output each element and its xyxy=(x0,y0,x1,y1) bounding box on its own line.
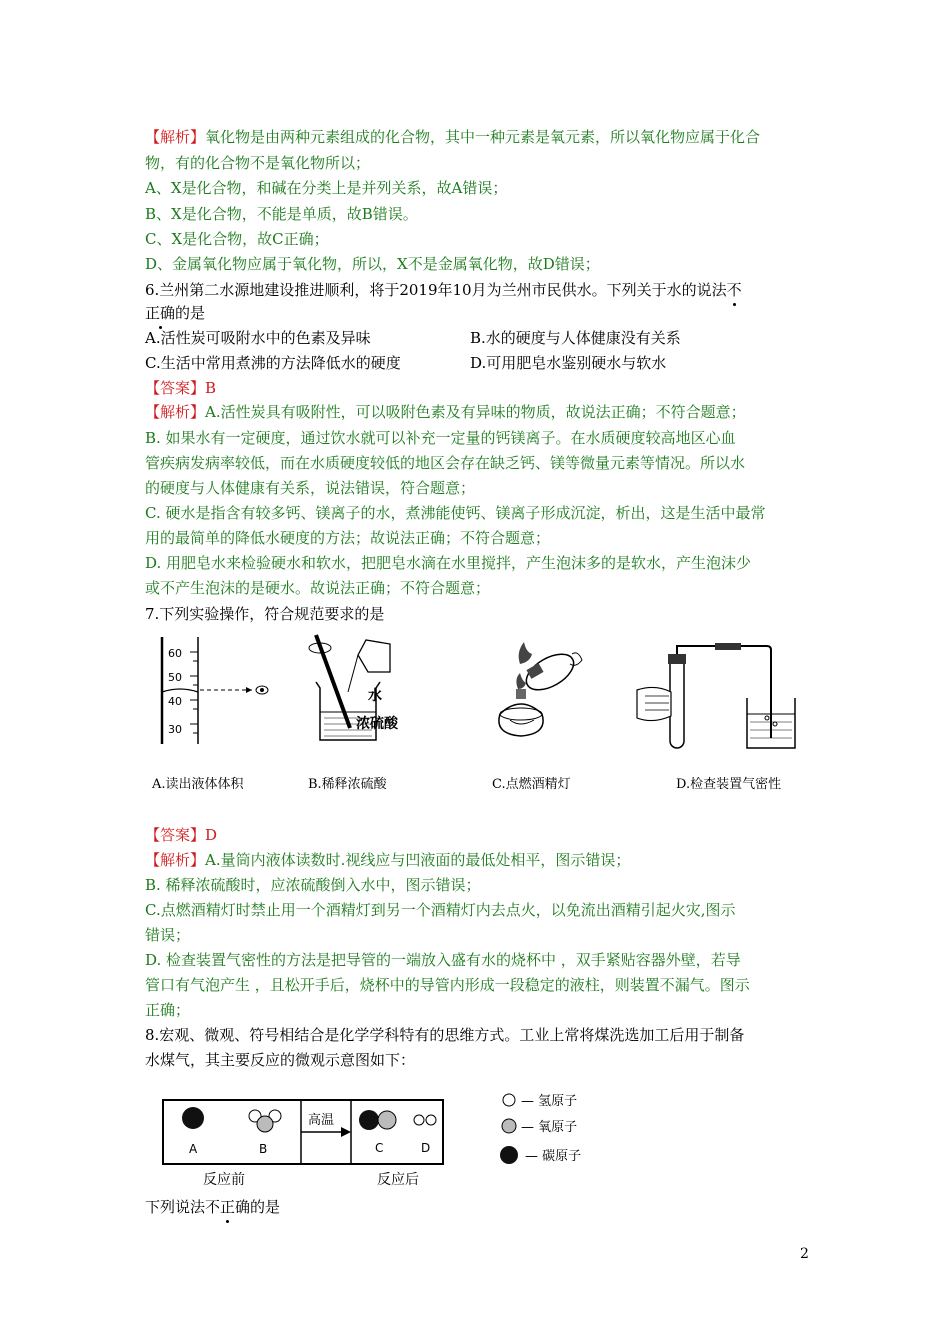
q6-option-d: D.可用肥皂水鉴别硬水与软水 xyxy=(470,354,667,372)
q5-analysis-line: 物，有的化合物不是氧化物所以； xyxy=(145,154,371,172)
label-d: D xyxy=(421,1141,431,1155)
tick-label: 30 xyxy=(168,723,182,736)
carbon-legend-icon xyxy=(500,1146,518,1164)
q5-analysis-line: 【解析】氧化物是由两种元素组成的化合物，其中一种元素是氧元素，所以氧化物应属于化合 xyxy=(145,128,761,146)
figure-d-airtightness xyxy=(635,640,805,752)
q6-analysis-line: 【解析】A.活性炭具有吸附性，可以吸附色素及有异味的物质，故说法正确；不符合题意； xyxy=(145,403,746,421)
q6-analysis-line: 的硬度与人体健康有关系，说法错误，符合题意； xyxy=(145,479,476,497)
page-number: 2 xyxy=(800,1246,809,1262)
figure-b-dilute-acid xyxy=(298,630,408,750)
q6-answer: 【答案】B xyxy=(145,379,217,397)
q6-analysis-line: 管疾病发病率较低，而在水质硬度较低的地区会存在缺乏钙、镁等微量元素等情况。所以水 xyxy=(145,454,746,472)
figure-b-caption: B.稀释浓硫酸 xyxy=(308,777,387,792)
emphasis-dotted-text: 正确 xyxy=(145,304,176,322)
label-after: 反应后 xyxy=(377,1172,419,1188)
q7-answer: 【答案】D xyxy=(145,826,218,844)
carbon-atom xyxy=(182,1107,204,1129)
label-b: B xyxy=(259,1142,268,1156)
label-acid: 浓硫酸 xyxy=(356,716,398,732)
legend-hydrogen: — 氢原子 xyxy=(521,1094,578,1109)
legend-carbon: — 碳原子 xyxy=(525,1149,582,1164)
q6-analysis-line: B. 如果水有一定硬度，通过饮水就可以补充一定量的钙镁离子。在水质硬度较高地区心血 xyxy=(145,429,736,447)
q7-analysis-line: C.点燃酒精灯时禁止用一个酒精灯到另一个酒精灯内去点火，以免流出酒精引起火灾,图示 xyxy=(145,901,736,919)
q5-option-b-analysis: B、X是化合物，不能是单质，故B错误。 xyxy=(145,205,418,223)
label-before: 反应前 xyxy=(203,1172,245,1188)
q7-analysis-line: D. 检查装置气密性的方法是把导管的一端放入盛有水的烧杯中 ，双手紧贴容器外壁，若导 xyxy=(145,951,741,969)
q8-question: 下列说法不正确的是 xyxy=(145,1198,281,1216)
figure-d-caption: D.检查装置气密性 xyxy=(676,777,782,792)
figure-c-caption: C.点燃酒精灯 xyxy=(492,777,571,792)
label-water: 水 xyxy=(368,688,382,704)
q6-option-a: A.活性炭可吸附水中的色素及异味 xyxy=(145,329,371,347)
q7-analysis-line: 【解析】A.量筒内液体读数时.视线应与凹液面的最低处相平，图示错误； xyxy=(145,851,631,869)
label-c: C xyxy=(375,1141,384,1155)
q6-stem: 6.兰州第二水源地建设推进顺利，将于2019年10月为兰州市民供水。下列关于水的说法不 xyxy=(145,281,742,299)
tick-label: 60 xyxy=(168,647,182,660)
reaction-condition: 高温 xyxy=(308,1113,335,1128)
q8-stem: 8.宏观、微观、符号相结合是化学学科特有的思维方式。工业上常将煤洗选加工后用于制备 xyxy=(145,1026,745,1044)
q6-analysis-line: 用的最简单的降低水硬度的方法；故说法正确；不符合题意； xyxy=(145,529,551,547)
q7-stem: 7.下列实验操作，符合规范要求的是 xyxy=(145,605,385,623)
q7-analysis-line: 正确； xyxy=(145,1001,191,1019)
q6-analysis-line: D. 用肥皂水来检验硬水和软水，把肥皂水滴在水里搅拌，产生泡沫多的是软水，产生泡沫少 xyxy=(145,554,752,572)
tick-label: 40 xyxy=(168,695,182,708)
q6-option-b: B.水的硬度与人体健康没有关系 xyxy=(470,329,681,347)
hydrogen-legend-icon xyxy=(503,1094,515,1106)
figure-a-caption: A.读出液体体积 xyxy=(152,777,244,792)
tick-label: 50 xyxy=(168,671,182,684)
emphasis-dotted-text: 不 xyxy=(726,281,742,299)
emphasis-dotted-text: 不正确 xyxy=(205,1198,251,1216)
q5-option-d-analysis: D、金属氧化物应属于氧化物，所以，X不是金属氧化物，故D错误； xyxy=(145,255,600,273)
figure-a-cylinder-reading xyxy=(150,632,280,747)
legend-oxygen: — 氧原子 xyxy=(521,1120,578,1135)
q6-analysis-line: 或不产生泡沫的是硬水。故说法正确；不符合题意； xyxy=(145,579,491,597)
q6-analysis-line: C. 硬水是指含有较多钙、镁离子的水，煮沸能使钙、镁离子形成沉淀，析出，这是生活中最常 xyxy=(145,504,766,522)
q8-stem-cont: 水煤气，其主要反应的微观示意图如下： xyxy=(145,1051,416,1069)
q6-option-c: C.生活中常用煮沸的方法降低水的硬度 xyxy=(145,354,401,372)
oxygen-legend-icon xyxy=(502,1119,516,1133)
q8-reaction-diagram xyxy=(155,1080,615,1192)
q7-analysis-line: B. 稀释浓硫酸时，应浓硫酸倒入水中，图示错误； xyxy=(145,876,481,894)
q6-stem-cont: 正确的是 xyxy=(145,304,206,322)
figure-c-alcohol-lamp xyxy=(488,634,598,749)
q5-option-a-analysis: A、X是化合物，和碱在分类上是并列关系，故A错误； xyxy=(145,179,508,197)
label-a: A xyxy=(189,1142,198,1156)
q7-analysis-line: 管口有气泡产生 ，且松开手后，烧杯中的导管内形成一段稳定的液柱，则装置不漏气。图示 xyxy=(145,976,750,994)
q5-option-c-analysis: C、X是化合物，故C正确； xyxy=(145,230,329,248)
analysis-tag: 【解析】 xyxy=(145,128,206,146)
q7-analysis-line: 错误； xyxy=(145,926,191,944)
